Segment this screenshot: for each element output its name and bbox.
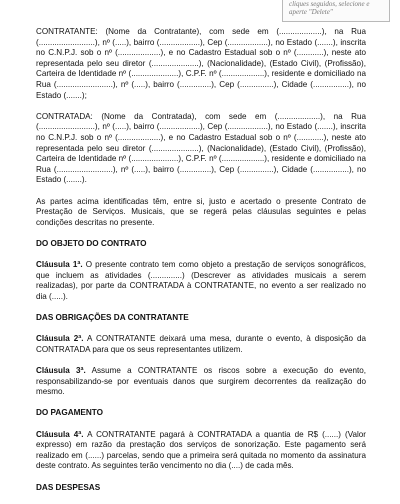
section-heading-objeto: DO OBJETO DO CONTRATO xyxy=(36,238,147,248)
section-heading-pagamento: DO PAGAMENTO xyxy=(36,408,104,418)
clause-3 xyxy=(36,366,366,398)
clause-1-text: O presente contrato tem como objeto a prestação de serviços sonográficos, que incluem as atividades (..............) (Descrever as atividades musicais a serem realizadas), por parte da CONTRATADA à CONTRATANTE, no evento a ser realizado no dia (.....). xyxy=(36,260,367,301)
contratante-paragraph: CONTRATANTE: (Nome da Contratante), com sede em (...................), na Rua (.........................), nº (.....), bairro (..................), Cep (..................), no Estado (.......), inscrita no C.N.P.J. sob o nº (...................), e no Cadastro Estadual sob o nº (............), neste ato representada pelo seu diretor (.....................), (Nacionalidade), (Estado Civil), (Profissão), Carteira de Identidade nº (.....................), C.P.F. nº (...................), residente e domiciliado na Rua (.........................), nº (.....), bairro (..............), Cep (...............), Cidade (................), no Estado (.......); xyxy=(36,27,366,100)
instruction-tip-box xyxy=(282,0,390,22)
intro-paragraph: As partes acima identificadas têm, entre si, justo e acertado o presente Contrato de Prestação de Serviços. Musicais, que se regerá pelas cláusulas seguintes e pelas condições descritas no presente. xyxy=(36,196,366,227)
clause-2-text: A CONTRATANTE deixará uma mesa, durante o evento, à disposição da CONTRATADA para que os seus representantes utilizem. xyxy=(36,334,366,354)
instruction-tip-text: cliques seguidos, selecione e aperte "Delete" xyxy=(289,0,370,16)
clause-1-label: Cláusula 1ª. xyxy=(36,260,83,270)
section-heading-despesas: DAS DESPESAS xyxy=(36,482,101,492)
clause-4-text: A CONTRATANTE pagará à CONTRATADA a quantia de R$ (......) (Valor expresso) em razão da prestação dos serviços de sonorização. Este pagamento será realizado em (......) parcelas, sendo que a primeira será quitada no momento da assinatura deste contrato. As seguintes terão vencimento no dia (....) de cada mês. xyxy=(36,429,366,471)
clause-2-label: Cláusula 2ª. xyxy=(36,334,84,344)
clause-2 xyxy=(36,334,366,355)
contract-body xyxy=(36,27,366,504)
clause-3-label: Cláusula 3ª. xyxy=(36,366,86,375)
contratada-paragraph: CONTRATADA: (Nome da Contratada), com sede em (...................), na Rua (.........................), nº (.....), bairro (..................), Cep (..................), no Estado (.......), inscrita no C.N.P.J. sob o nº (...................), e no Cadastro Estadual sob o nº (............), neste ato representada pelo seu diretor (.....................), (Nacionalidade), (Estado Civil), (Profissão), Carteira de Identidade nº (.....................), C.P.F. nº (...................), residente e domiciliado na Rua (.........................), nº (.....), bairro (..............), Cep (...............), Cidade (................), no Estado (.......). xyxy=(36,111,366,185)
clause-4-label: Cláusula 4ª. xyxy=(36,429,84,439)
clause-3-text: Assume a CONTRATANTE os riscos sobre a execução do evento, responsabilizando-se por eventuais danos que surgirem decorrentes da realização do mesmo. xyxy=(36,366,366,397)
clause-1 xyxy=(36,260,366,302)
section-heading-obrigacoes: DAS OBRIGAÇÕES DA CONTRATANTE xyxy=(36,313,189,323)
clause-4 xyxy=(36,430,366,472)
